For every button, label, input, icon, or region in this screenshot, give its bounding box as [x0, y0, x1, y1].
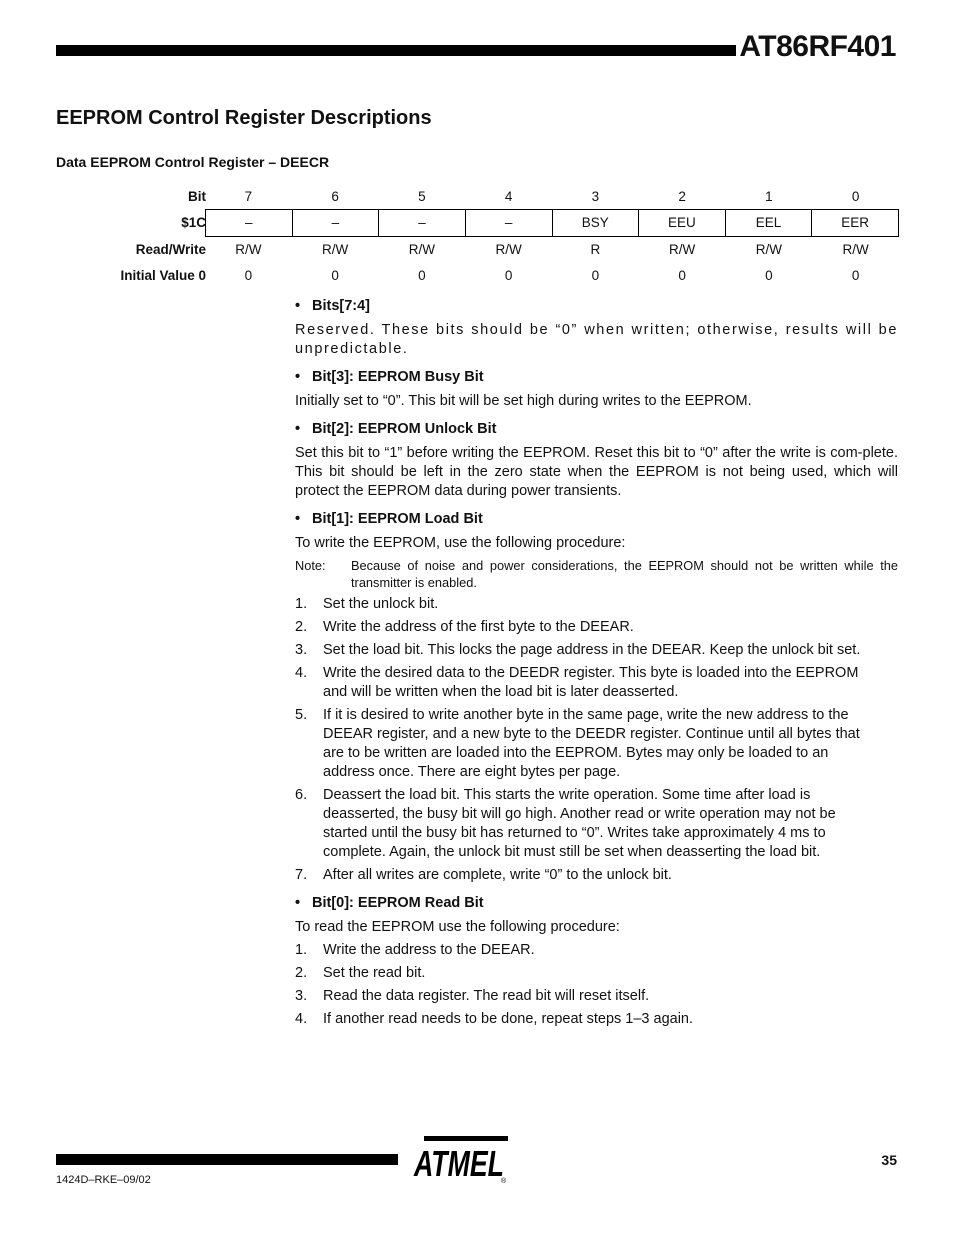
list-item: 6. Deassert the load bit. This starts the write operation. Some time after load is deasserted, the busy bit will go high. Another read or write operation may not be started until the busy bit has returned to “0”. Writes take approximately 4 ms to complete. Again, the unlock bit must still be set when deasserting the load bit.: [295, 786, 898, 862]
register-cell: 6: [331, 188, 339, 204]
register-cell: EER: [811, 210, 898, 236]
paragraph-reserved: Reserved. These bits should be “0” when written; otherwise, results will be unpredictable.: [295, 322, 898, 357]
list-item-text: Set the read bit.: [323, 965, 426, 981]
paragraph-load-bit: To write the EEPROM, use the following procedure:: [295, 535, 626, 551]
bit-descriptions: [295, 297, 898, 1038]
note-label: Note:: [295, 558, 326, 573]
register-cell: 4: [504, 188, 513, 204]
register-cell: R/W: [842, 241, 869, 257]
register-cell: 0: [591, 268, 600, 284]
bullet-bit-3: • Bit[3]: EEPROM Busy Bit: [295, 369, 484, 385]
paragraph-read-bit: To read the EEPROM use the following procedure:: [295, 919, 620, 935]
list-item-text: Write the address to the DEEAR.: [323, 942, 535, 958]
register-row-label: $1C: [181, 215, 206, 231]
register-cell: 0: [504, 268, 513, 284]
register-cell: 5: [418, 188, 426, 204]
register-row: [56, 236, 899, 263]
register-cell: –: [378, 210, 465, 236]
bullet-bit-2: • Bit[2]: EEPROM Unlock Bit: [295, 421, 497, 437]
register-cell: 0: [678, 268, 686, 284]
register-cell: 0: [851, 188, 860, 204]
registered-mark: ®: [501, 1178, 507, 1185]
register-row: [56, 263, 899, 290]
register-cell: 0: [765, 268, 773, 284]
list-item-text: Read the data register. The read bit will reset itself.: [323, 988, 650, 1004]
list-item-text: Deassert the load bit. This starts the write operation. Some time after load is deasserted, the busy bit will go high. Another read or write operation may not be started until the busy bit has returned to “0”. Writes take approximately 4 ms to complete. Again, the unlock bit must still be set when deasserting the load bit.: [323, 787, 836, 860]
paragraph-busy-bit: Initially set to “0”. This bit will be set high during writes to the EEPROM.: [295, 393, 752, 409]
list-item-text: If another read needs to be done, repeat steps 1–3 again.: [323, 1011, 694, 1027]
list-item-text: Set the load bit. This locks the page address in the DEEAR. Keep the unlock bit set.: [323, 642, 861, 658]
register-row-label: Initial Value 0: [120, 268, 206, 284]
register-cell: R/W: [755, 241, 782, 257]
register-cell: R/W: [495, 241, 522, 257]
register-cell: 7: [244, 188, 253, 204]
list-item: 5. If it is desired to write another byte in the same page, write the new address to the DEEAR register, and a new byte to the DEEDR register. Continue until all bytes that are to be written are loaded into the EEPROM. Bytes may only be loaded to an address once. There are eight bytes per page.: [295, 706, 898, 782]
list-item-text: After all writes are complete, write “0” to the unlock bit.: [323, 867, 672, 883]
list-item-text: Set the unlock bit.: [323, 596, 439, 612]
register-cell: 1: [765, 188, 773, 204]
note-text: Because of noise and power considerations, the EEPROM should not be written while the transmitter is enabled.: [351, 558, 898, 590]
register-cell: 0: [851, 268, 860, 284]
register-cell: –: [245, 215, 253, 231]
atmel-logo: [410, 1136, 512, 1186]
register-cell: R/W: [669, 241, 696, 257]
write-procedure-list: [295, 595, 898, 885]
document-code: 1424D–RKE–09/02: [56, 1174, 151, 1186]
list-item: 3. Read the data register. The read bit will reset itself.: [295, 987, 898, 1006]
list-item: 2. Write the address of the first byte to the DEEAR.: [295, 618, 898, 637]
list-item: 1. Set the unlock bit.: [295, 595, 898, 614]
list-item: 7. After all writes are complete, write “0” to the unlock bit.: [295, 866, 898, 885]
register-cell: R/W: [408, 241, 435, 257]
register-cell: EEU: [638, 210, 725, 236]
note: [295, 557, 898, 591]
register-cell: 0: [418, 268, 426, 284]
register-cell: R: [590, 241, 601, 257]
list-item: 2. Set the read bit.: [295, 964, 898, 983]
register-row-label: Read/Write: [135, 241, 206, 257]
page-number: 35: [881, 1152, 897, 1168]
footer-rule: [56, 1154, 398, 1165]
document-title: AT86RF401: [739, 30, 896, 63]
list-item-text: Write the desired data to the DEEDR register. This byte is loaded into the EEPROM and will be written when the load bit is later deasserted.: [323, 665, 859, 700]
bullet-bit-1: • Bit[1]: EEPROM Load Bit: [295, 511, 483, 527]
register-cell: –: [292, 210, 379, 236]
register-row: [56, 210, 899, 237]
register-heading: Data EEPROM Control Register – DEECR: [56, 154, 330, 170]
list-item: 4. If another read needs to be done, repeat steps 1–3 again.: [295, 1010, 898, 1029]
list-item-text: If it is desired to write another byte in the same page, write the new address to the DEEAR register, and a new byte to the DEEDR register. Continue until all bytes that are to be written are loaded into the EEPROM. Bytes may only be loaded to an address once. There are eight bytes per page.: [323, 707, 860, 780]
list-item: 4. Write the desired data to the DEEDR register. This byte is loaded into the EEPROM and will be written when the load bit is later deasserted.: [295, 664, 898, 702]
register-cell: 0: [244, 268, 253, 284]
bullet-bit-0: • Bit[0]: EEPROM Read Bit: [295, 895, 484, 911]
section-heading: EEPROM Control Register Descriptions: [56, 107, 432, 129]
register-cell: R/W: [235, 241, 262, 257]
list-item: 3. Set the load bit. This locks the page address in the DEEAR. Keep the unlock bit set.: [295, 641, 898, 660]
register-cell: EEL: [725, 210, 812, 236]
register-cell: R/W: [322, 241, 349, 257]
bullet-bits-7-4: • Bits[7:4]: [295, 298, 371, 314]
header-rule: [56, 45, 736, 56]
register-row-label: Bit: [188, 188, 206, 204]
paragraph-unlock-bit: Set this bit to “1” before writing the EEPROM. Reset this bit to “0” after the write is com-plete. This bit should be left in the zero state when the EEPROM is not being used, which will protect the EEPROM data during power transients.: [295, 445, 898, 499]
list-item-text: Write the address of the first byte to the DEEAR.: [323, 619, 634, 635]
register-cell: 0: [331, 268, 339, 284]
register-cell: 3: [591, 188, 600, 204]
register-cell: BSY: [552, 210, 639, 236]
read-procedure-list: [295, 941, 898, 1029]
register-cell: 2: [678, 188, 686, 204]
register-cell: –: [465, 210, 552, 236]
register-table: [56, 183, 899, 289]
register-row: [56, 183, 899, 210]
logo-wordmark: ATMEL: [413, 1143, 504, 1184]
list-item: 1. Write the address to the DEEAR.: [295, 941, 898, 960]
